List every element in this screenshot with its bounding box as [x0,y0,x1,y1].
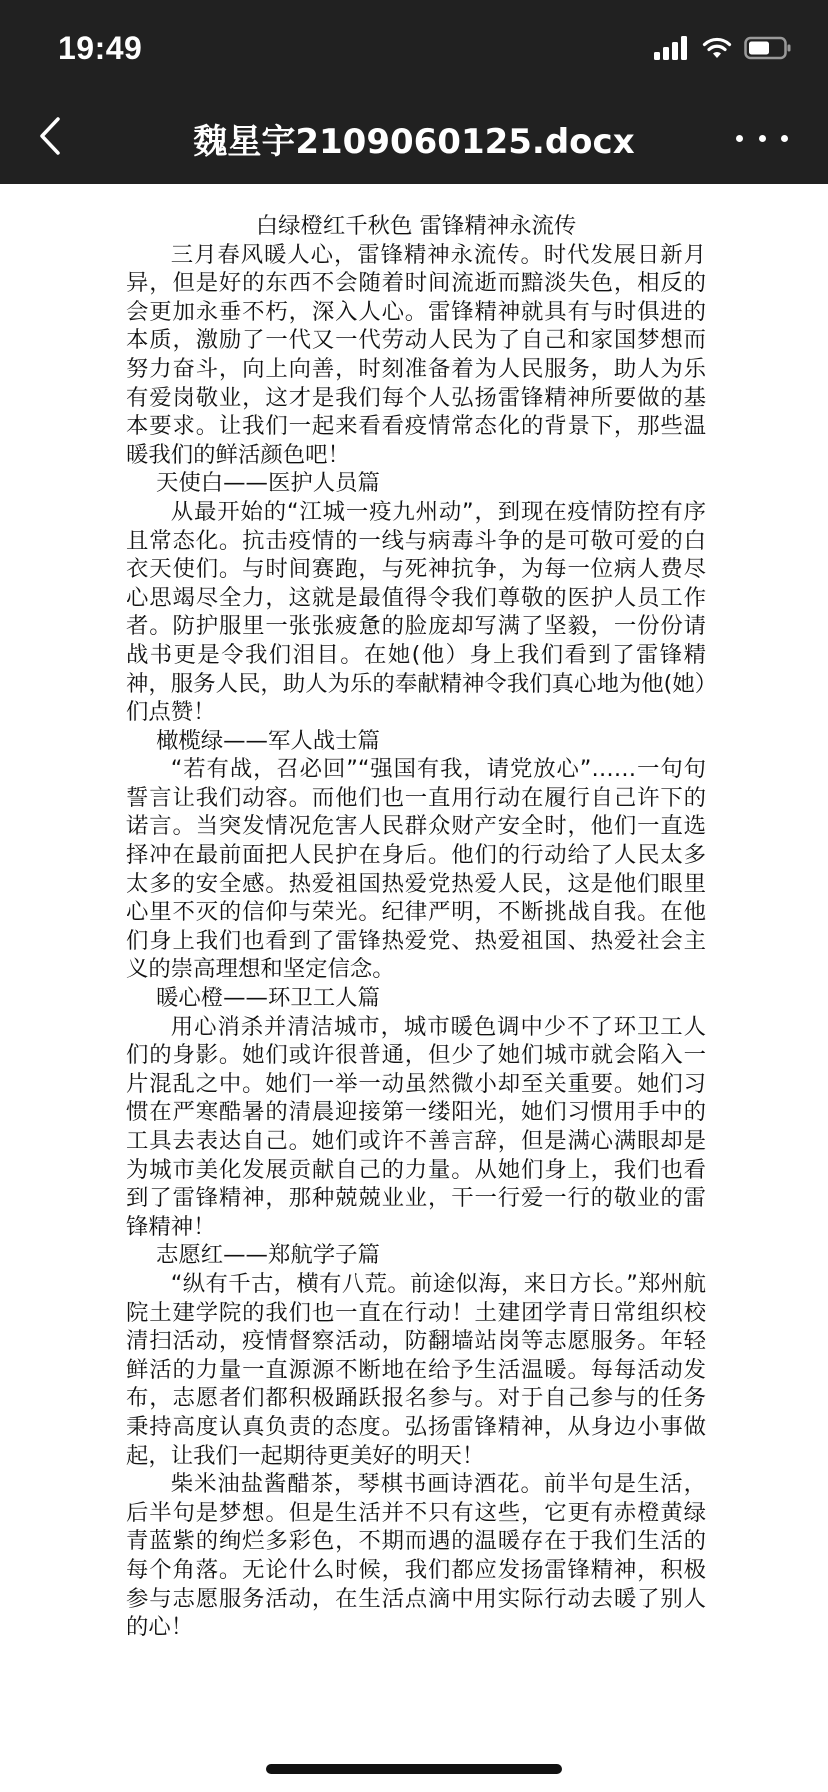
document-title: 白绿橙红千秋色 雷锋精神永流传 [255,213,577,239]
status-icons [654,36,792,64]
section-heading-red: 志愿红——郑航学子篇 [156,1242,380,1269]
intro-paragraph: 三月春风暖人心，雷锋精神永流传。时代发展日新月异，但是好的东西不会随着时间流逝而黯淡失色，相反的会更加永垂不朽，深入人心。雷锋精神就具有与时俱进的本质，激励了一代又一代劳动人民为了自己和家国梦想而努力奋斗，向上向善，时刻准备着为人民服务，助人为乐有爱岗敬业，这才是我们每个人弘扬雷锋精神所要做的基本要求。让我们一起来看看疫情常态化的背景下，那些温暖我们的鲜活颜色吧！ [126,241,706,468]
section-heading-white: 天使白——医护人员篇 [156,470,380,497]
chevron-left-icon [38,116,62,156]
more-dot [759,135,766,142]
section-body-white: 从最开始的“江城一疫九州动”，到现在疫情防控有序且常态化。抗击疫情的一线与病毒斗争的是可敬可爱的白衣天使们。与时间赛跑，与死神抗争，为每一位病人费尽心思竭尽全力，这就是最值得令我们尊敬的医护人员工作者。防护服里一张张疲惫的脸庞却写满了坚毅，一份份请战书更是令我们泪目。在她(他）身上我们看到了雷锋精神，服务人民，助人为乐的奉献精神令我们真心地为他(她）们点赞！ [126,498,706,726]
top-bar [0,0,828,184]
more-button[interactable] [736,120,788,156]
more-dot [736,135,743,142]
section-body-red: “纵有千古，横有八荒。前途似海，来日方长。”郑州航院土建学院的我们也一直在行动！土建团学青日常组织校清扫活动，疫情督察活动，防翻墙站岗等志愿服务。年轻鲜活的力量一直源源不断地在给予生活温暖。每每活动发布，志愿者们都积极踊跃报名参与。对于自己参与的任务秉持高度认真负责的态度。弘扬雷锋精神，从身边小事做起，让我们一起期待更美好的明天！ [126,1270,706,1469]
home-indicator[interactable] [266,1764,562,1774]
section-heading-orange: 暖心橙——环卫工人篇 [156,985,380,1012]
conclusion-paragraph: 柴米油盐酱醋茶，琴棋书画诗酒花。前半句是生活，后半句是梦想。但是生活并不只有这些，它更有赤橙黄绿青蓝紫的绚烂多彩色，不期而遇的温暖存在于我们生活的每个角落。无论什么时候，我们都应发扬雷锋精神，积极参与志愿服务活动，在生活点滴中用实际行动去暖了别人的心！ [126,1471,706,1641]
section-body-green: “若有战，召必回”“强国有我，请党放心”……一句句誓言让我们动容。而他们也一直用行动在履行自己许下的诺言。当突发情况危害人民群众财产安全时，他们一直选择冲在最前面把人民护在身后。他们的行动给了人民太多太多的安全感。热爱祖国热爱党热爱人民，这是他们眼里心里不灭的信仰与荣光。纪律严明，不断挑战自我。在他们身上我们也看到了雷锋热爱党、热爱祖国、热爱社会主义的崇高理想和坚定信念。 [126,756,706,983]
back-button[interactable] [30,112,70,160]
section-heading-green: 橄榄绿——军人战士篇 [156,727,380,754]
document-content [126,212,706,1642]
status-time: 19:49 [58,30,143,66]
signal-icon [654,36,690,64]
more-dot [781,135,788,142]
battery-icon [744,36,792,64]
wifi-icon [702,36,732,64]
section-body-orange: 用心消杀并清洁城市，城市暖色调中少不了环卫工人们的身影。她们或许很普通，但少了她们城市就会陷入一片混乱之中。她们一举一动虽然微小却至关重要。她们习惯在严寒酷暑的清晨迎接第一缕阳光，她们习惯用手中的工具去表达自己。她们或许不善言辞，但是满心满眼却是为城市美化发展贡献自己的力量。从她们身上，我们也看到了雷锋精神，那种兢兢业业，干一行爱一行的敬业的雷锋精神！ [126,1013,706,1240]
document-filename: 魏星宇2109060125.docx [193,122,635,162]
